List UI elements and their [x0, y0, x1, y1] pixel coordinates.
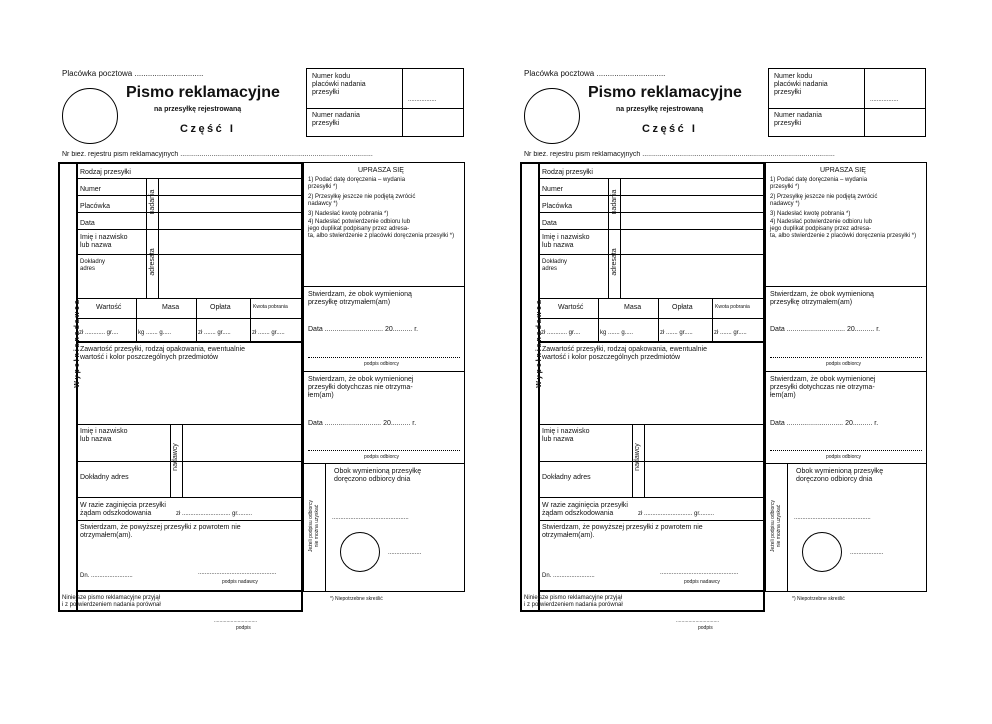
obok-label: Obok wymienioną przesyłkę doręczono odbiorcy dnia — [334, 468, 422, 483]
podpis-label: podpis — [698, 625, 713, 631]
data-label: Data — [80, 220, 95, 227]
dn-field[interactable]: Dn. ......................... — [542, 573, 595, 579]
data-line-2[interactable]: Data ............................. 20.......... r. — [308, 420, 417, 427]
data-line-1[interactable]: Data .............................. 20.......... r. — [308, 326, 419, 333]
podpis-nadawcy-dots[interactable]: ............................................... — [198, 570, 277, 576]
form-subtitle: na przesyłkę rejestrowaną — [616, 106, 704, 113]
stwierdzam2: Stwierdzam, że obok wymienionej przesyłki dotychczas nie otrzyma- łem(am) — [308, 376, 414, 399]
form-part: Część I — [180, 123, 236, 135]
stamp-dots[interactable]: .................... — [388, 550, 422, 556]
adres-short-label: Dokładny adres — [542, 259, 568, 272]
obok-dots[interactable]: .............................................. — [794, 515, 871, 521]
niniejsze-text: Niniejsze pismo reklamacyjne przyjął i z potwierdzeniem nadania porównał — [62, 595, 161, 608]
uprasza-title: UPRASZA SIĘ — [820, 167, 866, 174]
stamp-circle-small — [340, 532, 380, 572]
nadawcy-vertical-label: nadawcy — [172, 443, 179, 471]
niniejsze-text: Niniejsze pismo reklamacyjne przyjął i z potwierdzeniem nadania porównał — [524, 595, 623, 608]
kod-label: Numer kodu placówki nadania przesyłki — [312, 73, 366, 96]
masa-value[interactable]: kg ....... g..... — [138, 330, 172, 336]
wartosc-value[interactable]: zł ............ gr.... — [541, 330, 581, 336]
rodzaj-label: Rodzaj przesyłki — [80, 169, 131, 176]
wartosc-value[interactable]: zł ............ gr.... — [79, 330, 119, 336]
nadania-vertical-label: nadania — [149, 189, 156, 215]
uprasza-item-1: 1) Podać datę doręczenia – wydania przesyłki *) — [770, 177, 868, 190]
uprasza-item-2: 2) Przesyłkę jeszcze nie podjętą zwrócić nadawcy *) — [308, 194, 416, 207]
stwierdzam1: Stwierdzam, że obok wymienioną przesyłkę otrzymałem(am) — [308, 291, 412, 306]
kod-dots[interactable]: ................. — [870, 97, 899, 103]
uprasza-item-3: 3) Nadesłać kwotę pobrania *) — [770, 211, 851, 217]
masa-label: Masa — [624, 304, 642, 311]
kwota-value[interactable]: zł ....... gr..... — [714, 330, 747, 336]
adres-short-label: Dokładny adres — [80, 259, 106, 272]
adresata-vertical-label: adresata — [149, 248, 156, 276]
stamp-circle-small — [802, 532, 842, 572]
data-line-2[interactable]: Data ............................. 20.......... r. — [770, 420, 879, 427]
niepotrzebne-note: *) Niepotrzebne skreślić — [792, 596, 845, 602]
uprasza-item-1: 1) Podać datę doręczenia – wydania przesyłki *) — [308, 177, 406, 190]
stamp-circle — [62, 88, 118, 144]
zawartosc-label: Zawartość przesyłki, rodzaj opakowania, ewentualnie wartość i kolor poszczególnych przedmiotów — [80, 346, 245, 361]
stwierdzam1: Stwierdzam, że obok wymienioną przesyłkę otrzymałem(am) — [770, 291, 874, 306]
podpis-nadawcy-label: podpis nadawcy — [684, 579, 720, 585]
data-label: Data — [542, 220, 557, 227]
sidebar-vertical-label: W y p e ł n i a n a d a w c a — [536, 300, 543, 388]
stwierdzam-zwrot: Stwierdzam, że powyższej przesyłki z powrotem nie otrzymałem(am). — [542, 524, 703, 539]
stwierdzam2: Stwierdzam, że obok wymienionej przesyłki dotychczas nie otrzyma- łem(am) — [770, 376, 876, 399]
form-subtitle: na przesyłkę rejestrowaną — [154, 106, 242, 113]
numer-label: Numer — [542, 186, 564, 193]
podpis-odbiorcy-2: podpis odbiorcy — [826, 454, 862, 460]
oplata-value[interactable]: zł ....... gr..... — [198, 330, 231, 336]
placowka-label: Placówka pocztowa ............................... — [524, 69, 666, 78]
numer-nadania-label: Numer nadania przesyłki — [774, 112, 822, 127]
form-title: Pismo reklamacyjne — [126, 84, 280, 101]
masa-value[interactable]: kg ....... g..... — [600, 330, 634, 336]
oplata-label: Opłata — [210, 304, 231, 311]
form-part: Część I — [642, 123, 698, 135]
stamp-dots[interactable]: .................... — [850, 550, 884, 556]
stwierdzam-zwrot: Stwierdzam, że powyższej przesyłki z powrotem nie otrzymałem(am). — [80, 524, 241, 539]
nadawcy-vertical-label: nadawcy — [634, 443, 641, 471]
kod-dots[interactable]: ................. — [408, 97, 437, 103]
imie-nazwa2-label: Imię i nazwisko lub nazwa — [80, 428, 128, 443]
obok-dots[interactable]: .............................................. — [332, 515, 409, 521]
zaginiecie-zl[interactable]: zł ............................. gr......... — [176, 511, 253, 517]
zawartosc-label: Zawartość przesyłki, rodzaj opakowania, ewentualnie wartość i kolor poszczególnych przedmiotów — [542, 346, 707, 361]
form-right — [520, 0, 940, 724]
kod-label: Numer kodu placówki nadania przesyłki — [774, 73, 828, 96]
uprasza-title: UPRASZA SIĘ — [358, 167, 404, 174]
nr-biez-label: Nr bież. rejestru pism reklamacyjnych ................................................................................................... — [524, 151, 835, 158]
dokladny-adres-label: Dokładny adres — [80, 474, 129, 481]
podpis-odbiorcy-1: podpis odbiorcy — [826, 361, 862, 367]
wartosc-label: Wartość — [96, 304, 122, 311]
stamp-circle — [524, 88, 580, 144]
podpis-nadawcy-label: podpis nadawcy — [222, 579, 258, 585]
numer-nadania-label: Numer nadania przesyłki — [312, 112, 360, 127]
podpis-odbiorcy-2: podpis odbiorcy — [364, 454, 400, 460]
imie-nazwa-label: Imię i nazwisko lub nazwa — [542, 234, 590, 249]
imie-nazwa-label: Imię i nazwisko lub nazwa — [80, 234, 128, 249]
uprasza-item-2: 2) Przesyłkę jeszcze nie podjętą zwrócić nadawcy *) — [770, 194, 878, 207]
form-title: Pismo reklamacyjne — [588, 84, 742, 101]
jezeli-vertical: Jeżeli podpisu odbiorcy nie można uzyskać — [308, 500, 320, 552]
data-line-1[interactable]: Data .............................. 20.......... r. — [770, 326, 881, 333]
sidebar-vertical-label: W y p e ł n i a n a d a w c a — [74, 300, 81, 388]
form-left — [58, 0, 478, 724]
kwota-value[interactable]: zł ....... gr..... — [252, 330, 285, 336]
dokladny-adres-label: Dokładny adres — [542, 474, 591, 481]
uprasza-item-3: 3) Nadesłać kwotę pobrania *) — [308, 211, 389, 217]
placowka-label: Placówka pocztowa ............................... — [62, 69, 204, 78]
uprasza-item-4: 4) Nadesłać potwierdzenie odbioru lub jego duplikat podpisany przez adresa- ta, albo stwierdzenie z placówki doręczenia przesyłki *) — [308, 219, 455, 239]
zaginiecie-zl[interactable]: zł ............................. gr......... — [638, 511, 715, 517]
oplata-label: Opłata — [672, 304, 693, 311]
podpis-nadawcy-dots[interactable]: ............................................... — [660, 570, 739, 576]
oplata-value[interactable]: zł ....... gr..... — [660, 330, 693, 336]
placowka-row-label: Placówka — [542, 203, 572, 210]
zaginiecie-label: W razie zaginięcia przesyłki żądam odszkodowania — [542, 502, 628, 517]
nr-biez-label: Nr bież. rejestru pism reklamacyjnych ................................................................................................... — [62, 151, 373, 158]
numer-label: Numer — [80, 186, 102, 193]
imie-nazwa2-label: Imię i nazwisko lub nazwa — [542, 428, 590, 443]
placowka-row-label: Placówka — [80, 203, 110, 210]
adresata-vertical-label: adresata — [611, 248, 618, 276]
podpis-line[interactable]: ............................... — [676, 618, 720, 624]
masa-label: Masa — [162, 304, 180, 311]
wartosc-label: Wartość — [558, 304, 584, 311]
kwota-label: Kwota pobrania — [715, 304, 750, 310]
kwota-label: Kwota pobrania — [253, 304, 288, 310]
podpis-line[interactable]: ............................... — [214, 618, 258, 624]
nadania-vertical-label: nadania — [611, 189, 618, 215]
podpis-odbiorcy-1: podpis odbiorcy — [364, 361, 400, 367]
rodzaj-label: Rodzaj przesyłki — [542, 169, 593, 176]
niepotrzebne-note: *) Niepotrzebne skreślić — [330, 596, 383, 602]
uprasza-item-4: 4) Nadesłać potwierdzenie odbioru lub jego duplikat podpisany przez adresa- ta, albo stwierdzenie z placówki doręczenia przesyłki *) — [770, 219, 917, 239]
jezeli-vertical: Jeżeli podpisu odbiorcy nie można uzyskać — [770, 500, 782, 552]
dn-field[interactable]: Dn. ......................... — [80, 573, 133, 579]
zaginiecie-label: W razie zaginięcia przesyłki żądam odszkodowania — [80, 502, 166, 517]
podpis-label: podpis — [236, 625, 251, 631]
obok-label: Obok wymienioną przesyłkę doręczono odbiorcy dnia — [796, 468, 884, 483]
